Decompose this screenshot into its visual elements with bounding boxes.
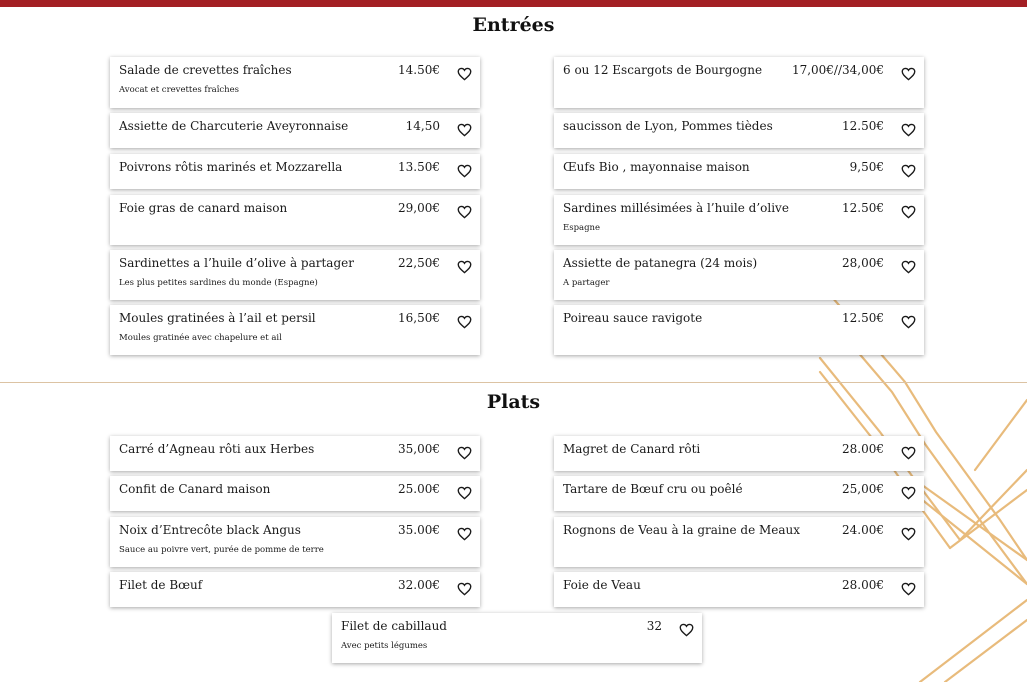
menu-item-card	[554, 476, 924, 511]
menu-item-card	[554, 154, 924, 189]
item-description: Les plus petites sardines du monde (Espagne)	[119, 278, 318, 288]
menu-item-card	[110, 57, 480, 108]
item-price: 13.50€	[398, 160, 440, 174]
menu-item-card	[110, 154, 480, 189]
item-price: 32	[646, 619, 662, 633]
menu-item-card	[554, 436, 924, 471]
item-name: Noix d’Entrecôte black Angus	[119, 523, 301, 537]
heart-outline-icon[interactable]	[457, 164, 472, 178]
menu-item-card	[110, 517, 480, 567]
heart-outline-icon[interactable]	[901, 486, 916, 500]
menu-item-card	[554, 113, 924, 148]
menu-item-card	[554, 517, 924, 567]
heart-outline-icon[interactable]	[901, 315, 916, 329]
heart-outline-icon[interactable]	[901, 67, 916, 81]
heart-outline-icon[interactable]	[901, 260, 916, 274]
item-description: Moules gratinée avec chapelure et ail	[119, 333, 282, 343]
top-accent-bar	[0, 0, 1027, 7]
menu-item-card	[554, 250, 924, 300]
item-price: 17,00€//34,00€	[791, 63, 884, 77]
item-price: 24.00€	[842, 523, 884, 537]
menu-item-card	[554, 195, 924, 245]
item-name: Œufs Bio , mayonnaise maison	[563, 160, 750, 174]
item-name: Magret de Canard rôti	[563, 442, 701, 456]
menu-item-card	[110, 195, 480, 245]
menu-item-card	[110, 113, 480, 148]
item-price: 35.00€	[398, 523, 440, 537]
item-description: Avocat et crevettes fraîches	[119, 85, 240, 95]
menu-item-card	[110, 476, 480, 511]
item-name: Sardinettes a l’huile d’olive à partager	[119, 256, 354, 270]
item-name: Assiette de Charcuterie Aveyronnaise	[119, 119, 349, 133]
menu-item-card	[554, 57, 924, 108]
item-price: 25.00€	[398, 482, 440, 496]
menu-item-card	[554, 572, 924, 607]
item-name: Poivrons rôtis marinés et Mozzarella	[119, 160, 343, 174]
menu-item-card	[110, 436, 480, 471]
item-price: 29,00€	[398, 201, 440, 215]
item-price: 12.50€	[842, 119, 884, 133]
item-name: Confit de Canard maison	[119, 482, 271, 496]
item-price: 16,50€	[398, 311, 440, 325]
section-title-plats: Plats	[486, 391, 541, 413]
item-description: A partager	[563, 278, 610, 288]
menu-item-card	[110, 572, 480, 607]
heart-outline-icon[interactable]	[457, 315, 472, 329]
item-name: Assiette de patanegra (24 mois)	[563, 256, 758, 270]
menu-item-card	[332, 613, 702, 663]
item-price: 9,50€	[849, 160, 884, 174]
item-description: Espagne	[563, 223, 601, 233]
item-price: 28.00€	[842, 578, 884, 592]
item-name: Moules gratinées à l’ail et persil	[119, 311, 316, 325]
item-price: 28.00€	[842, 442, 884, 456]
heart-outline-icon[interactable]	[457, 123, 472, 137]
heart-outline-icon[interactable]	[901, 446, 916, 460]
item-price: 32.00€	[398, 578, 440, 592]
item-price: 35,00€	[398, 442, 440, 456]
heart-outline-icon[interactable]	[457, 446, 472, 460]
heart-outline-icon[interactable]	[901, 527, 916, 541]
item-price: 22,50€	[398, 256, 440, 270]
heart-outline-icon[interactable]	[457, 260, 472, 274]
heart-outline-icon[interactable]	[457, 67, 472, 81]
section-divider	[0, 382, 1027, 383]
item-name: Foie de Veau	[563, 578, 641, 592]
item-name: Poireau sauce ravigote	[563, 311, 703, 325]
item-name: saucisson de Lyon, Pommes tièdes	[563, 119, 773, 133]
heart-outline-icon[interactable]	[457, 582, 472, 596]
heart-outline-icon[interactable]	[457, 205, 472, 219]
section-title-entrees: Entrées	[472, 14, 555, 36]
menu-item-card	[554, 305, 924, 355]
item-price: 14.50€	[398, 63, 440, 77]
menu-item-card	[110, 250, 480, 300]
menu-item-card	[110, 305, 480, 355]
item-name: Sardines millésimées à l’huile d’olive	[563, 201, 789, 215]
item-price: 28,00€	[842, 256, 884, 270]
item-price: 12.50€	[842, 201, 884, 215]
heart-outline-icon[interactable]	[901, 205, 916, 219]
item-price: 14,50	[405, 119, 440, 133]
item-name: Foie gras de canard maison	[119, 201, 288, 215]
item-name: Filet de Bœuf	[119, 578, 203, 592]
heart-outline-icon[interactable]	[901, 582, 916, 596]
item-name: Tartare de Bœuf cru ou poêlé	[563, 482, 743, 496]
heart-outline-icon[interactable]	[901, 164, 916, 178]
item-name: Carré d’Agneau rôti aux Herbes	[119, 442, 315, 456]
heart-outline-icon[interactable]	[457, 486, 472, 500]
item-name: Rognons de Veau à la graine de Meaux	[563, 523, 801, 537]
item-name: Salade de crevettes fraîches	[119, 63, 292, 77]
heart-outline-icon[interactable]	[457, 527, 472, 541]
item-price: 12.50€	[842, 311, 884, 325]
heart-outline-icon[interactable]	[901, 123, 916, 137]
heart-outline-icon[interactable]	[679, 623, 694, 637]
item-price: 25,00€	[842, 482, 884, 496]
item-description: Avec petits légumes	[341, 641, 428, 651]
item-description: Sauce au poivre vert, purée de pomme de terre	[119, 545, 324, 555]
item-name: Filet de cabillaud	[341, 619, 447, 633]
item-name: 6 ou 12 Escargots de Bourgogne	[563, 63, 763, 77]
